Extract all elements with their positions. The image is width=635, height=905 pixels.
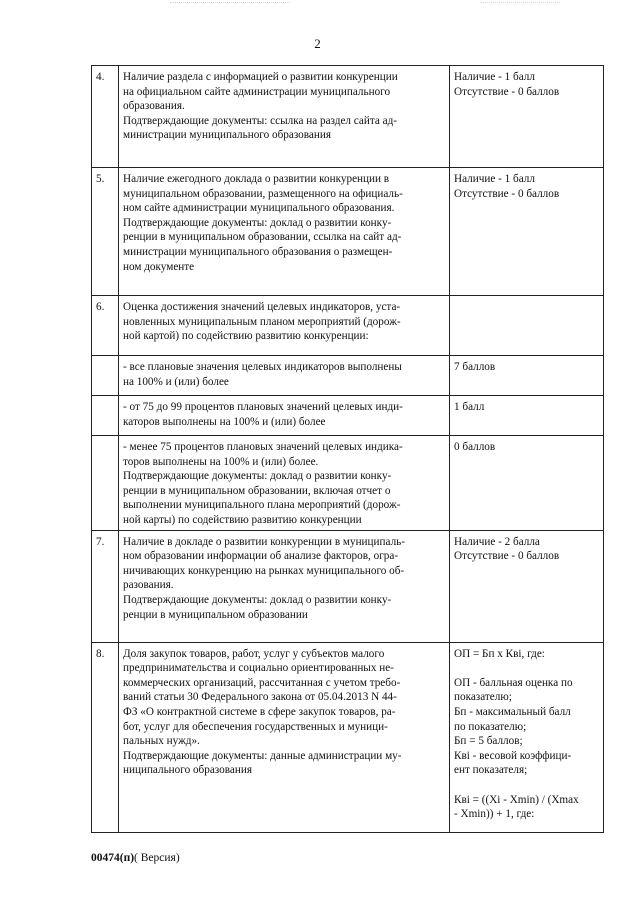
description-line: образования. — [123, 100, 185, 113]
description-line: ренции в муниципальном образовании — [123, 608, 308, 621]
scan-artifact — [170, 2, 290, 11]
row-number: 7. — [92, 530, 119, 642]
description-line: Подтверждающие документы: доклад о развитии конку- — [123, 470, 392, 483]
criterion-score — [450, 168, 604, 296]
description-line: муниципальном образовании, размещенного на официаль- — [123, 187, 403, 200]
description-line: новленных муниципальным планом мероприятий (дорож- — [123, 315, 401, 328]
table-row — [92, 168, 604, 296]
row-number — [92, 396, 119, 436]
description-line: ваний статьи 30 Федерального закона от 05.04.2013 N 44- — [123, 691, 397, 704]
table-row — [92, 66, 604, 168]
score-line: по показателю; — [454, 720, 527, 733]
score-line: Наличие - 1 балл — [454, 173, 535, 185]
table-row — [92, 436, 604, 531]
description-line: Наличие ежегодного доклада о развитии конкуренции в — [123, 173, 390, 185]
description-line: разования. — [123, 579, 174, 592]
description-line: коммерческих организаций, рассчитанная с учетом требо- — [123, 676, 401, 689]
row-number: 8. — [92, 642, 119, 832]
description-line: ничивающих конкуренцию на рынках муниципального об- — [123, 564, 405, 577]
row-number: 6. — [92, 296, 119, 356]
score-line: Наличие - 2 балла — [454, 535, 540, 548]
row-number — [92, 356, 119, 396]
score-line — [454, 778, 599, 793]
table-row — [92, 396, 604, 436]
document-code: 00474(п) — [91, 852, 135, 864]
description-line: - все плановые значения целевых индикаторов выполнены — [123, 361, 402, 373]
row-number: 5. — [92, 168, 119, 296]
criterion-description — [119, 66, 450, 168]
criterion-description — [119, 168, 450, 296]
description-line: ном образовании информации об анализе факторов, огра- — [123, 550, 399, 563]
score-line: ОП = Бп х Квi, где: — [454, 647, 545, 660]
score-line: Бп = 5 баллов; — [454, 735, 523, 748]
score-line: - Xmin)) + 1, где: — [454, 808, 535, 821]
description-line: ной картой) по содействию развитию конкуренции: — [123, 330, 369, 343]
row-number — [92, 436, 119, 531]
description-line: Доля закупок товаров, работ, услуг у субъектов малого — [123, 647, 385, 660]
description-line: на официальном сайте администрации муниципального — [123, 85, 391, 98]
description-line: торов выполнены на 100% и (или) более. — [123, 455, 319, 468]
description-line: бот, услуг для обеспечения государственных и муници- — [123, 720, 388, 733]
description-line: - менее 75 процентов плановых значений целевых индика- — [123, 441, 403, 453]
description-line: ниципального образования — [123, 764, 252, 777]
document-footer — [91, 852, 180, 864]
description-line: ренции в муниципальном образовании, ссылка на сайт ад- — [123, 231, 402, 244]
description-line: каторов выполнены на 100% и (или) более — [123, 415, 326, 428]
score-line — [454, 661, 599, 676]
description-line: Подтверждающие документы: данные администрации му- — [123, 749, 402, 762]
score-line: Квi - весовой коэффици- — [454, 749, 572, 762]
criterion-score — [450, 642, 604, 832]
criterion-description — [119, 396, 450, 436]
criterion-score — [450, 396, 604, 436]
description-line: ном документе — [123, 260, 195, 273]
description-line: предпринимательства и социально ориентированных не- — [123, 662, 394, 675]
criterion-description — [119, 530, 450, 642]
score-line: 7 баллов — [454, 361, 496, 373]
description-line: пальных нужд». — [123, 735, 200, 748]
score-line: Квi = ((Xi - Xmin) / (Xmax — [454, 793, 579, 806]
criterion-score — [450, 66, 604, 168]
description-line: Подтверждающие документы: доклад о развитии конку- — [123, 593, 392, 606]
score-line: ОП - балльная оценка по — [454, 676, 573, 689]
description-line: на 100% и (или) более — [123, 375, 229, 388]
description-line: министрации муниципального образования — [123, 129, 332, 142]
criterion-score — [450, 356, 604, 396]
scan-artifact — [480, 2, 560, 11]
criterion-description — [119, 642, 450, 832]
score-line: показателю; — [454, 691, 512, 704]
score-line: Отсутствие - 0 баллов — [454, 187, 560, 200]
description-line: ной карты) по содействию развитию конкуренции — [123, 513, 362, 526]
criterion-description — [119, 436, 450, 531]
score-line: 1 балл — [454, 401, 485, 413]
description-line: Подтверждающие документы: доклад о развитии конку- — [123, 216, 392, 229]
criterion-score — [450, 296, 604, 356]
criterion-score — [450, 436, 604, 531]
description-line: Подтверждающие документы: ссылка на раздел сайта ад- — [123, 114, 398, 127]
description-line: ФЗ «О контрактной системе в сфере закупок товаров, ра- — [123, 705, 396, 718]
row-number: 4. — [92, 66, 119, 168]
description-line: Оценка достижения значений целевых индикаторов, уста- — [123, 301, 401, 313]
criteria-table — [91, 65, 604, 833]
score-line: Отсутствие - 0 баллов — [454, 550, 560, 563]
score-line: 0 баллов — [454, 441, 496, 453]
document-version: ( Версия) — [134, 852, 180, 864]
description-line: выполнении муниципального плана мероприятий (дорож- — [123, 499, 401, 512]
description-line: Наличие в докладе о развитии конкуренции в муниципаль- — [123, 535, 405, 548]
criterion-description — [119, 296, 450, 356]
description-line: - от 75 до 99 процентов плановых значений целевых инди- — [123, 401, 403, 413]
table-row — [92, 296, 604, 356]
description-line: ном сайте администрации муниципального образования. — [123, 202, 395, 215]
score-line: Отсутствие - 0 баллов — [454, 85, 560, 98]
score-line: ент показателя; — [454, 764, 528, 777]
criterion-score — [450, 530, 604, 642]
description-line: ренции в муниципальном образовании, включая отчет о — [123, 484, 391, 497]
table-row — [92, 642, 604, 832]
score-line: Бп - максимальный балл — [454, 705, 571, 718]
criterion-description — [119, 356, 450, 396]
score-line: Наличие - 1 балл — [454, 71, 535, 83]
description-line: Наличие раздела с информацией о развитии конкуренции — [123, 71, 398, 83]
page-number: 2 — [314, 36, 321, 51]
table-row — [92, 530, 604, 642]
table-row — [92, 356, 604, 396]
description-line: министрации муниципального образования о размещен- — [123, 245, 393, 258]
